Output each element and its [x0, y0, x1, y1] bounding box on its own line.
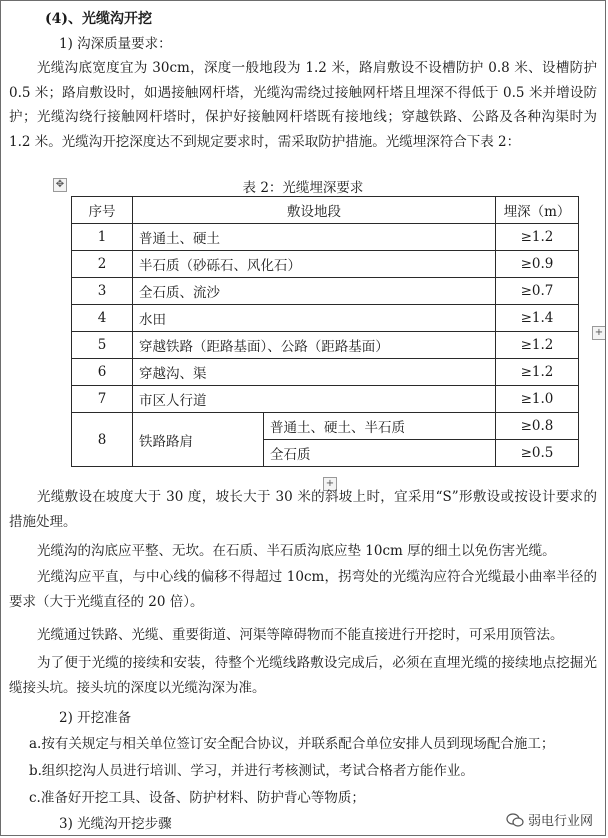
cell-depth: ≥1.2	[496, 224, 579, 251]
cell-number: 3	[72, 278, 133, 305]
table-add-column-handle-icon[interactable]: +	[592, 326, 606, 340]
cell-number: 5	[72, 332, 133, 359]
burial-depth-table	[71, 196, 579, 467]
list-item-a: a.按有关规定与相关单位签订安全配合协议，并联系配合单位安排人员到现场配合施工；	[29, 736, 555, 752]
header-location: 敷设地段	[133, 197, 496, 224]
subheading-excavation-steps: 3) 光缆沟开挖步骤	[59, 816, 172, 832]
list-item-b: b.组织挖沟人员进行培训、学习，并进行考核测试，考试合格者方能作业。	[29, 763, 474, 779]
table-caption: 表 2：光缆埋深要求	[242, 180, 364, 196]
header-number: 序号	[72, 197, 133, 224]
cell-location: 普通土、硬土	[133, 224, 496, 251]
cell-depth: ≥1.0	[496, 386, 579, 413]
cell-number: 2	[72, 251, 133, 278]
cell-number: 6	[72, 359, 133, 386]
cell-depth: ≥1.2	[496, 359, 579, 386]
cell-location: 穿越铁路（距路基面）、公路（距路基面）	[133, 332, 496, 359]
subheading-preparation: 2) 开挖准备	[59, 710, 132, 726]
wechat-icon	[506, 813, 524, 827]
cell-soil-type: 普通土、硬土、半石质	[264, 413, 496, 440]
cell-location: 穿越沟、渠	[133, 359, 496, 386]
table-row	[72, 413, 579, 440]
paragraph-trench-straightness: 光缆沟应平直，与中心线的偏移不得超过 10cm，拐弯处的光缆沟应符合光缆最小曲率半径的要求（大于光缆直径的 20 倍）。	[9, 569, 597, 610]
subheading-depth-requirements: 1) 沟深质量要求：	[59, 36, 172, 52]
cell-number: 4	[72, 305, 133, 332]
paragraph-depth: 光缆沟底宽度宜为 30cm，深度一般地段为 1.2 米，路肩敷设不设槽防护 0.8 米、设槽防护 0.5 米；路肩敷设时，如遇接触网杆塔，光缆沟需绕过接触网杆塔且埋深不得低于 0.5 米并增设防护；光缆沟绕行接触网杆塔时，保护好接触网杆塔既有接地线；穿越铁路、公路及各种沟渠时为 1.2 米。光缆沟开挖深度达不到规定要求时，需采取防护措施。光缆埋深符合下表 2：	[9, 60, 597, 150]
list-item-c: c.准备好开挖工具、设备、防护材料、防护背心等物质；	[29, 790, 365, 806]
cell-number: 7	[72, 386, 133, 413]
paragraph-slope: 光缆敷设在坡度大于 30 度，坡长大于 30 米的斜坡上时，宜采用“S”形敷设或按设计要求的措施处理。	[9, 489, 597, 530]
table-row	[72, 359, 579, 386]
table-row	[72, 251, 579, 278]
cell-depth: ≥1.2	[496, 332, 579, 359]
watermark-text: 弱电行业网	[527, 814, 593, 829]
cell-depth: ≥0.5	[496, 440, 579, 467]
cell-depth: ≥0.8	[496, 413, 579, 440]
table-row	[72, 386, 579, 413]
cell-depth: ≥0.9	[496, 251, 579, 278]
paragraph-splice-pit: 为了便于光缆的接续和安装，待整个光缆线路敷设完成后，必须在直埋光缆的接续地点挖掘光缆接头坑。接头坑的深度以光缆沟深为准。	[9, 655, 597, 696]
table-row	[72, 224, 579, 251]
watermark	[506, 810, 593, 829]
header-depth: 埋深（m）	[496, 197, 579, 224]
cell-location: 水田	[133, 305, 496, 332]
section-heading: (4)、光缆沟开挖	[45, 11, 152, 27]
paragraph-trench-bottom: 光缆沟的沟底应平整、无坎。在石质、半石质沟底应垫 10cm 厚的细土以免伤害光缆。	[37, 543, 556, 559]
table-row	[72, 305, 579, 332]
cell-number: 8	[72, 413, 133, 467]
cell-soil-type: 全石质	[264, 440, 496, 467]
table-add-row-handle-icon[interactable]: +	[323, 477, 337, 491]
cell-location: 半石质（砂砾石、风化石）	[133, 251, 496, 278]
table-header-row	[72, 197, 579, 224]
cell-location: 铁路路肩	[133, 413, 264, 467]
table-row	[72, 332, 579, 359]
table-row	[72, 278, 579, 305]
cell-location: 全石质、流沙	[133, 278, 496, 305]
cell-location: 市区人行道	[133, 386, 496, 413]
table-move-handle-icon[interactable]: ✥	[53, 178, 67, 192]
cell-depth: ≥0.7	[496, 278, 579, 305]
paragraph-pipe-jacking: 光缆通过铁路、光缆、重要街道、河渠等障碍物而不能直接进行开挖时，可采用顶管法。	[37, 627, 564, 643]
cell-depth: ≥1.4	[496, 305, 579, 332]
cell-number: 1	[72, 224, 133, 251]
